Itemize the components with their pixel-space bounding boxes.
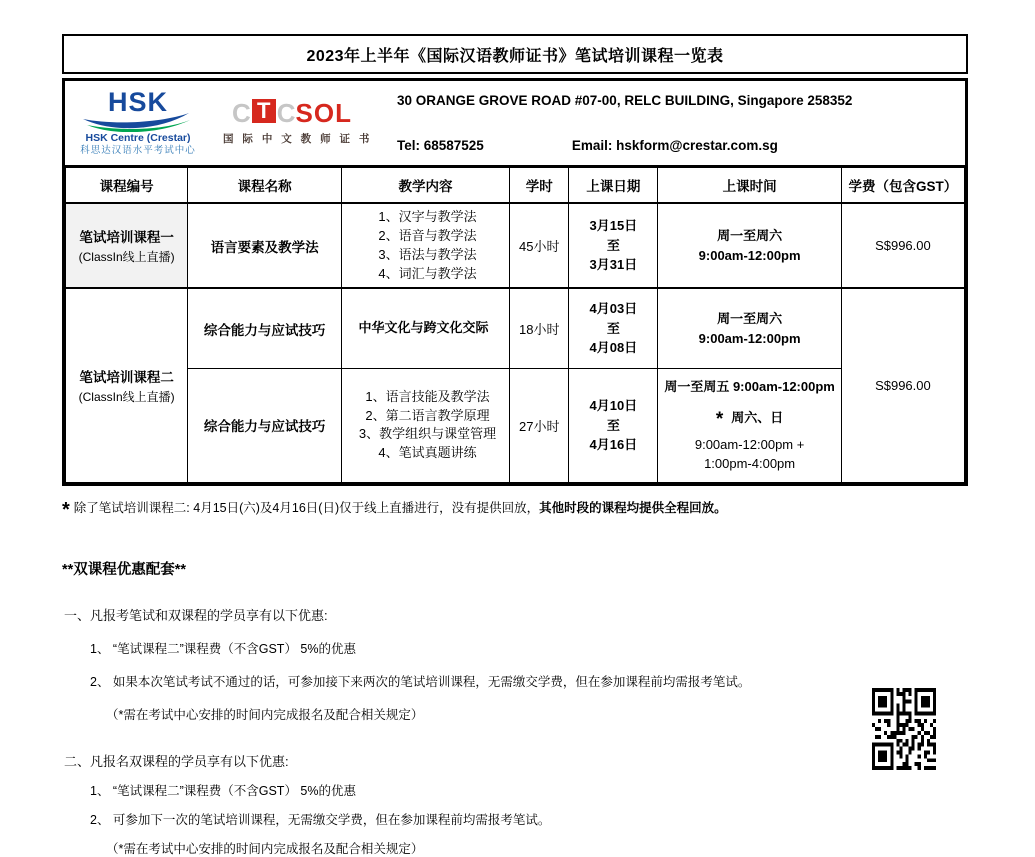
course2p1-date-cell	[569, 288, 658, 368]
contact-row	[397, 138, 955, 153]
promo-note: （*需在考试中心安排的时间内完成报名及配合相关规定）	[106, 841, 424, 856]
promo-section1-title: 一、凡报考笔试和双课程的学员享有以下优惠:	[64, 607, 328, 623]
course1-id-title: 笔试培训课程一	[79, 230, 174, 246]
course-table	[65, 165, 965, 483]
course1-fee-cell: S$996.00	[841, 203, 964, 288]
date-to: 4月08日	[589, 340, 638, 356]
column-header-date: 上课日期	[569, 167, 658, 204]
promo-item: 2、 可参加下一次的笔试培训课程，无需缴交学费，但在参加课程前均需报考笔试。	[90, 812, 551, 827]
main-content-box	[62, 78, 968, 486]
promo-item: 1、 “笔试课程二”课程费（不含GST） 5%的优惠	[90, 641, 356, 656]
column-header-course-id: 课程编号	[66, 167, 188, 204]
date-from: 3月15日	[589, 218, 638, 234]
date-to-label: 至	[606, 320, 620, 336]
ctcsol-letter: C	[231, 98, 251, 128]
contact-block	[361, 89, 955, 153]
footnote-bold-text: 其他时段的课程均提供全程回放。	[539, 500, 727, 515]
course2p2-time-cell	[658, 368, 841, 482]
content-item: 1、汉字与教学法	[378, 209, 477, 224]
table-row-course1	[66, 203, 965, 288]
course2p2-date-cell	[569, 368, 658, 482]
ctcsol-logo	[223, 98, 373, 146]
time-weekend-hours2: 1:00pm-4:00pm	[704, 456, 796, 472]
table-row-course2-part1	[66, 288, 965, 368]
promo-note: （*需在考试中心安排的时间内完成报名及配合相关规定）	[106, 707, 424, 722]
qr-code	[872, 688, 936, 770]
header-email: Email: hskform@crestar.com.sg	[571, 138, 778, 153]
time-weekend-label	[658, 406, 840, 435]
date-to: 4月16日	[589, 437, 638, 453]
content-item: 3、教学组织与课堂管理	[358, 426, 497, 442]
page-title: 2023年上半年《国际汉语教师证书》笔试培训课程一览表	[62, 34, 968, 74]
date-to-label: 至	[606, 237, 620, 253]
hsk-wordmark: HSK	[107, 87, 168, 117]
header-section	[65, 81, 965, 165]
course2p1-time-cell	[658, 288, 841, 368]
course1-id-subtitle: (ClassIn线上直播)	[78, 250, 175, 265]
time-weekday-line: 周一至周五 9:00am-12:00pm	[664, 378, 835, 394]
course1-name-cell: 语言要素及教学法	[188, 203, 342, 288]
course2-id-title: 笔试培训课程二	[79, 370, 174, 386]
ctcsol-wordmark	[223, 99, 361, 127]
course2p1-content-cell: 中华文化与跨文化交际	[341, 288, 509, 368]
promo-heading: **双课程优惠配套**	[62, 561, 187, 578]
asterisk: *	[715, 409, 724, 431]
column-header-time: 上课时间	[658, 167, 841, 204]
time-weekend-days: 周六、日	[731, 410, 784, 426]
ctcsol-letter: C	[276, 98, 296, 128]
promo-section-1	[62, 605, 968, 723]
header-address: 30 ORANGE GROVE ROAD #07-00, RELC BUILDING, Singapore 258352	[397, 93, 853, 108]
column-header-hours: 学时	[510, 167, 569, 204]
date-to-label: 至	[606, 417, 620, 433]
course2p2-content-cell	[341, 368, 509, 482]
promo-item: 2、 如果本次笔试考试不通过的话，可参加接下来两次的笔试培训课程，无需缴交学费，但在参加课程前均需报考笔试。	[90, 674, 751, 689]
hsk-logo	[79, 89, 197, 155]
time-hours: 9:00am-12:00pm	[698, 330, 801, 346]
course2p2-name-cell: 综合能力与应试技巧	[188, 368, 342, 482]
promo-section2-title: 二、凡报名双课程的学员享有以下优惠:	[64, 753, 289, 769]
date-to: 3月31日	[589, 257, 638, 273]
content-item: 2、语音与教学法	[378, 227, 477, 243]
asterisk: *	[62, 498, 70, 521]
course2p1-hours-cell: 18小时	[510, 288, 569, 368]
content-item: 4、笔试真题讲练	[378, 445, 477, 461]
content-item: 1、语言技能及教学法	[365, 388, 490, 404]
hsk-centre-cn-label: 科思达汉语水平考试中心	[80, 144, 196, 156]
ctcsol-letters-sol: SOL	[295, 98, 352, 128]
course1-hours-cell: 45小时	[510, 203, 569, 288]
date-from: 4月03日	[589, 301, 638, 317]
course1-time-cell	[658, 203, 841, 288]
table-header-row	[66, 167, 965, 204]
course2-fee-cell: S$996.00	[841, 288, 964, 482]
time-hours: 9:00am-12:00pm	[698, 247, 801, 263]
column-header-content: 教学内容	[341, 167, 509, 204]
column-header-course-name: 课程名称	[188, 167, 342, 204]
ctcsol-subtitle: 国 际 中 文 教 师 证 书	[223, 133, 373, 145]
hsk-centre-label: HSK Centre (Crestar)	[85, 132, 191, 144]
course1-id-cell	[66, 203, 188, 288]
time-weekend-hours1: 9:00am-12:00pm +	[694, 436, 805, 452]
ctcsol-letter-box: T	[252, 99, 276, 123]
document	[62, 34, 968, 857]
content-item: 2、第二语言教学原理	[365, 407, 490, 423]
promo-section-2	[62, 751, 968, 857]
date-from: 4月10日	[589, 398, 638, 414]
content-item: 3、语法与教学法	[378, 246, 477, 262]
course1-date-cell	[569, 203, 658, 288]
time-days: 周一至周六	[717, 311, 783, 327]
table-row-course2-part2	[66, 368, 965, 482]
course2-id-cell	[66, 288, 188, 482]
course2p2-hours-cell: 27小时	[510, 368, 569, 482]
course2-id-subtitle: (ClassIn线上直播)	[78, 390, 175, 405]
promo-item: 1、 “笔试课程二”课程费（不含GST） 5%的优惠	[90, 783, 356, 798]
time-days: 周一至周六	[717, 228, 783, 244]
footnote-text: 除了笔试培训课程二: 4月15日(六)及4月16日(日)仅于线上直播进行，没有提供回放，	[73, 500, 540, 515]
course1-content-cell	[341, 203, 509, 288]
footnote	[62, 498, 968, 522]
content-item: 4、词汇与教学法	[378, 265, 477, 281]
course2p1-name-cell: 综合能力与应试技巧	[188, 288, 342, 368]
header-tel: Tel: 68587525	[397, 138, 484, 153]
column-header-fee: 学费（包含GST）	[841, 167, 964, 204]
